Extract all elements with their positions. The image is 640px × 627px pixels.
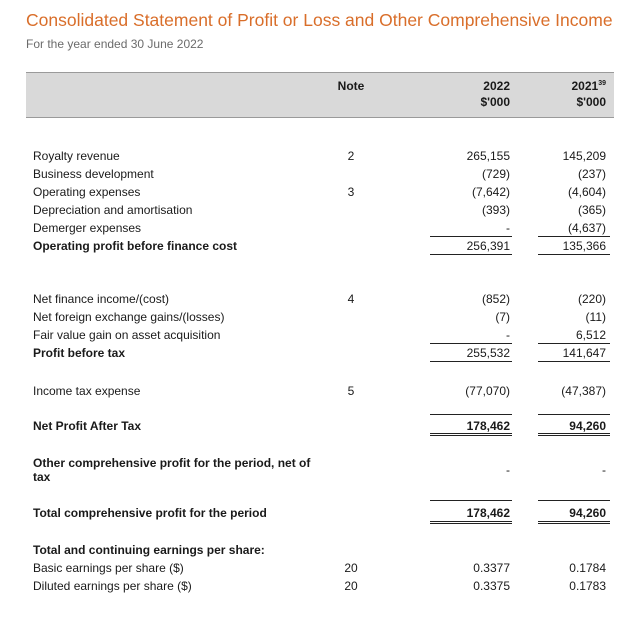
table-row-2021: 145,209 <box>562 149 606 163</box>
subtotal-rule <box>538 361 610 362</box>
table-row-2021: (11) <box>585 310 606 324</box>
subtotal-rule <box>538 343 610 344</box>
table-row-label: Demerger expenses <box>33 221 142 235</box>
table-row-2022: 0.3377 <box>473 561 510 575</box>
table-row-2021: (4,604) <box>567 185 606 199</box>
statement-title: Consolidated Statement of Profit or Loss and Other Comprehensive Income <box>26 10 613 30</box>
table-row-2021: 0.1783 <box>569 579 606 593</box>
statement-subtitle: For the year ended 30 June 2022 <box>26 37 204 51</box>
table-row-2021: (237) <box>577 167 606 181</box>
table-row-2022: 256,391 <box>466 239 510 253</box>
header-2022: 2022 <box>483 79 510 93</box>
header-2021-unit: $'000 <box>576 95 606 109</box>
table-row-label: Other comprehensive profit for the period, net of <box>33 456 311 470</box>
table-row-label: Profit before tax <box>33 346 126 360</box>
table-row-2021: (47,387) <box>561 384 606 398</box>
table-row-label: Income tax expense <box>33 384 141 398</box>
subtotal-rule <box>538 414 610 415</box>
table-row-note: 3 <box>347 185 355 199</box>
table-row-2021: 0.1784 <box>569 561 606 575</box>
table-row-label: Net finance income/(cost) <box>33 292 170 306</box>
financial-table <box>26 72 614 625</box>
table-row-2021: 141,647 <box>562 346 606 360</box>
table-row-label: Royalty revenue <box>33 149 120 163</box>
table-header <box>26 72 614 118</box>
table-row-note: 5 <box>347 384 355 398</box>
table-row-2022: (729) <box>481 167 510 181</box>
table-row-label-continued: tax <box>33 470 51 484</box>
table-row-2021: (365) <box>577 203 606 217</box>
total-double-rule <box>430 433 512 436</box>
table-row-label: Diluted earnings per share ($) <box>33 579 192 593</box>
table-row-note: 4 <box>347 292 355 306</box>
table-row-2021: (4,637) <box>567 221 606 235</box>
table-row-label: Depreciation and amortisation <box>33 203 193 217</box>
table-row-2021: 135,366 <box>562 239 606 253</box>
subtotal-rule <box>430 500 512 501</box>
table-row-2022: (7) <box>495 310 510 324</box>
table-row-2022: 178,462 <box>466 419 510 433</box>
table-row-2022: (852) <box>481 292 510 306</box>
table-row-note: 20 <box>344 579 358 593</box>
table-row-label: Net Profit After Tax <box>33 419 142 433</box>
table-row-2022: 265,155 <box>466 149 510 163</box>
subtotal-rule <box>538 500 610 501</box>
table-row-label: Basic earnings per share ($) <box>33 561 184 575</box>
table-row-2022: (393) <box>481 203 510 217</box>
table-row-note: 2 <box>347 149 355 163</box>
table-row-2022: (77,070) <box>465 384 510 398</box>
table-row-label: Operating profit before finance cost <box>33 239 238 253</box>
table-row-2022: (7,642) <box>471 185 510 199</box>
table-row-label: Net foreign exchange gains/(losses) <box>33 310 225 324</box>
subtotal-rule <box>538 236 610 237</box>
table-row-2022: 178,462 <box>466 506 510 520</box>
table-row-2022: 255,532 <box>466 346 510 360</box>
header-note: Note <box>337 79 365 93</box>
subtotal-rule <box>430 414 512 415</box>
table-row-2021: 6,512 <box>575 328 606 342</box>
total-double-rule <box>538 433 610 436</box>
table-row-label: Business development <box>33 167 154 181</box>
header-2021 <box>538 79 606 93</box>
table-row-label: Total and continuing earnings per share: <box>33 543 265 557</box>
total-double-rule <box>430 521 512 524</box>
table-row-2021: 94,260 <box>569 506 606 520</box>
subtotal-rule <box>430 236 512 237</box>
header-2022-unit: $'000 <box>480 95 510 109</box>
total-double-rule <box>538 521 610 524</box>
table-row-2022: - <box>506 221 510 235</box>
table-row-2021: 94,260 <box>569 419 606 433</box>
subtotal-rule <box>538 254 610 255</box>
subtotal-rule <box>430 343 512 344</box>
table-row-label: Fair value gain on asset acquisition <box>33 328 221 342</box>
subtotal-rule <box>430 361 512 362</box>
table-row-label: Operating expenses <box>33 185 141 199</box>
table-row-note: 20 <box>344 561 358 575</box>
table-row-2022: - <box>506 463 510 477</box>
header-2021-footnote: 39 <box>598 80 606 87</box>
table-row-2022: - <box>506 328 510 342</box>
table-row-2021: - <box>602 463 606 477</box>
subtotal-rule <box>430 254 512 255</box>
table-row-label: Total comprehensive profit for the period <box>33 506 267 520</box>
header-2021-year: 2021 <box>571 79 599 93</box>
table-row-2021: (220) <box>577 292 606 306</box>
table-row-2022: 0.3375 <box>473 579 510 593</box>
